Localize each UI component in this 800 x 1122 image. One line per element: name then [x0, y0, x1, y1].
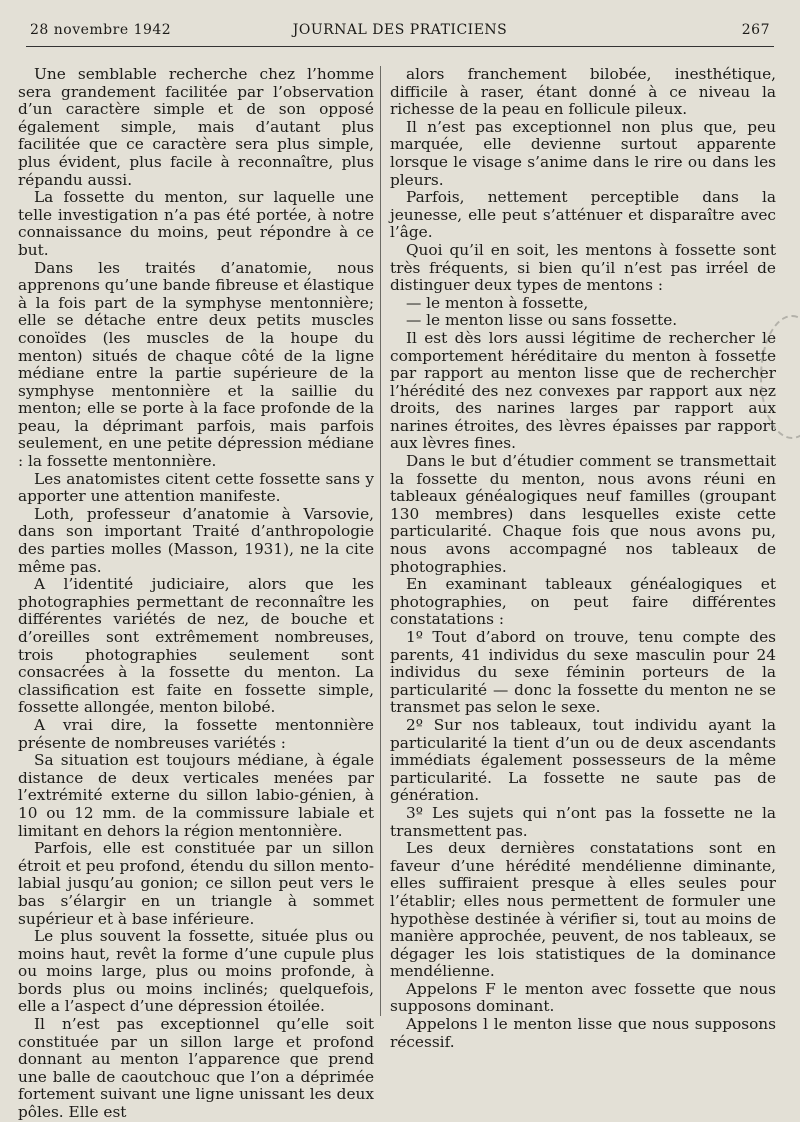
page-header: [30, 22, 770, 46]
paragraph: La fossette du menton, sur laquelle une telle investigation n’a pas été portée, à notre connaissance du moins, peut répondre à ce but.: [18, 188, 374, 259]
paragraph: Le plus souvent la fossette, située plus ou moins haut, revêt la forme d’une cupule plus ou moins large, plus ou moins profonde, à bords plus ou moins inclinés; quelquefois, elle a l’aspect d’une dépression étoilée.: [18, 927, 374, 1016]
paragraph: A l’identité judiciaire, alors que les photographies permettant de reconnaître les différentes variétés de nez, de bouche et d’oreilles sont extrêmement nombreuses, trois photographies seulement sont consacrées à la fossette du menton. La classification est faite en fossette simple, fossette allongée, menton bilobé.: [18, 575, 374, 717]
paragraph: Parfois, nettement perceptible dans la jeunesse, elle peut s’atténuer et disparaître avec l’âge.: [390, 188, 776, 242]
paragraph: 3º Les sujets qui n’ont pas la fossette ne la transmettent pas.: [390, 803, 776, 840]
header-page-number: 267: [741, 22, 770, 38]
header-rule: [26, 46, 774, 47]
right-column: [390, 66, 776, 1051]
paragraph: Une semblable recherche chez l’homme sera grandement facilitée par l’observation d’un caractère simple et de son opposé également simple, mais d’autant plus facilitée que ce caractère sera plus simple, plus évident, plus facile à reconnaître, plus répandu aussi.: [18, 65, 374, 189]
header-journal-title: JOURNAL DES PRATICIENS: [292, 22, 508, 38]
paragraph: Quoi qu’il en soit, les mentons à fossette sont très fréquents, si bien qu’il n’est pas irréel de distinguer deux types de mentons :: [390, 240, 776, 295]
paragraph: Dans le but d’étudier comment se transmettait la fossette du menton, nous avons réuni en tableaux généalogiques neuf familles (groupant 130 membres) dans lesquelles existe cette particularité. Chaque fois que nous avons pu, nous avons accompagné nos tableaux de photographies.: [390, 452, 776, 576]
list-item: — le menton lisse ou sans fossette.: [406, 311, 678, 330]
list-item: — le menton à fossette,: [406, 293, 589, 312]
paragraph: Les deux dernières constatations sont en faveur d’une hérédité mendélienne diminante, elles suffiraient presque à elles seules pour l’établir; elles nous permettent de formuler une hypothèse destinée à vérifier si, tout au moins de manière approchée, peuvent, de nos tableaux, se dégager les lois statistiques de la dominance mendélienne.: [390, 839, 776, 981]
paragraph: Appelons F le menton avec fossette que nous supposons dominant.: [390, 979, 776, 1016]
paragraph: Loth, professeur d’anatomie à Varsovie, dans son important Traité d’anthropologie des parties molles (Masson, 1931), ne la cite même pas.: [18, 504, 374, 576]
paragraph: Il n’est pas exceptionnel non plus que, peu marquée, elle devienne surtout apparente lorsque le visage s’anime dans le rire ou dans les pleurs.: [390, 117, 776, 189]
paragraph: Il est dès lors aussi légitime de rechercher le comportement héréditaire du menton à fossette par rapport au menton lisse que de rechercher l’hérédité des nez convexes par rapport aux nez droits, des narines larges par rapport aux narines étroites, des lèvres épaisses par rapport aux lèvres fines.: [390, 328, 776, 453]
paragraph: A vrai dire, la fossette mentonnière présente de nombreuses variétés :: [18, 715, 374, 752]
left-column: [18, 66, 374, 1122]
paragraph: Parfois, elle est constituée par un sillon étroit et peu profond, étendu du sillon mento-labial jusqu’au gonion; ce sillon peut vers le bas s’élargir en un triangle à sommet supérieur et à base inférieure.: [18, 839, 374, 928]
paragraph: Les anatomistes citent cette fossette sans y apporter une attention manifeste.: [18, 469, 374, 506]
column-divider: [380, 66, 381, 1016]
paragraph: Sa situation est toujours médiane, à égale distance de deux verticales menées par l’extrémité externe du sillon labio-génien, à 10 ou 12 mm. de la commissure labiale et limitant en dehors la région mentonnière.: [18, 751, 374, 840]
paragraph: 1º Tout d’abord on trouve, tenu compte des parents, 41 individus du sexe masculin pour 24 individus du sexe féminin porteurs de la particularité — donc la fossette du menton ne se transmet pas selon le sexe.: [390, 628, 776, 717]
paragraph: Dans les traités d’anatomie, nous apprenons qu’une bande fibreuse et élastique à la fois part de la symphyse mentonnière; elle se détache entre deux petits muscles conoïdes (les muscles de la houpe du menton) situés de chaque côté de la ligne médiane entre la partie supérieure de la symphyse mentonnière et la saillie du menton; elle se porte à la face profonde de la peau, la déprimant parfois, mais parfois seulement, en une petite dépression médiane : la fossette mentonnière.: [18, 258, 374, 471]
paragraph: 2º Sur nos tableaux, tout individu ayant la particularité la tient d’un ou de deux ascendants immédiats également possesseurs de la même particularité. La fossette ne saute pas de génération.: [390, 715, 776, 805]
paragraph: Appelons l le menton lisse que nous supposons récessif.: [390, 1015, 776, 1051]
paragraph: alors franchement bilobée, inesthétique, difficile à raser, étant donné à ce niveau la richesse de la peau en follicule pileux.: [390, 65, 776, 119]
paragraph: Il n’est pas exceptionnel qu’elle soit constituée par un sillon large et profond donnant au menton l’apparence que prend une balle de caoutchouc que l’on a déprimée fortement suivant une ligne unissant les deux pôles. Elle est: [18, 1015, 374, 1122]
paragraph: En examinant tableaux généalogiques et photographies, on peut faire différentes constatations :: [390, 575, 776, 629]
header-date: 28 novembre 1942: [30, 22, 172, 38]
